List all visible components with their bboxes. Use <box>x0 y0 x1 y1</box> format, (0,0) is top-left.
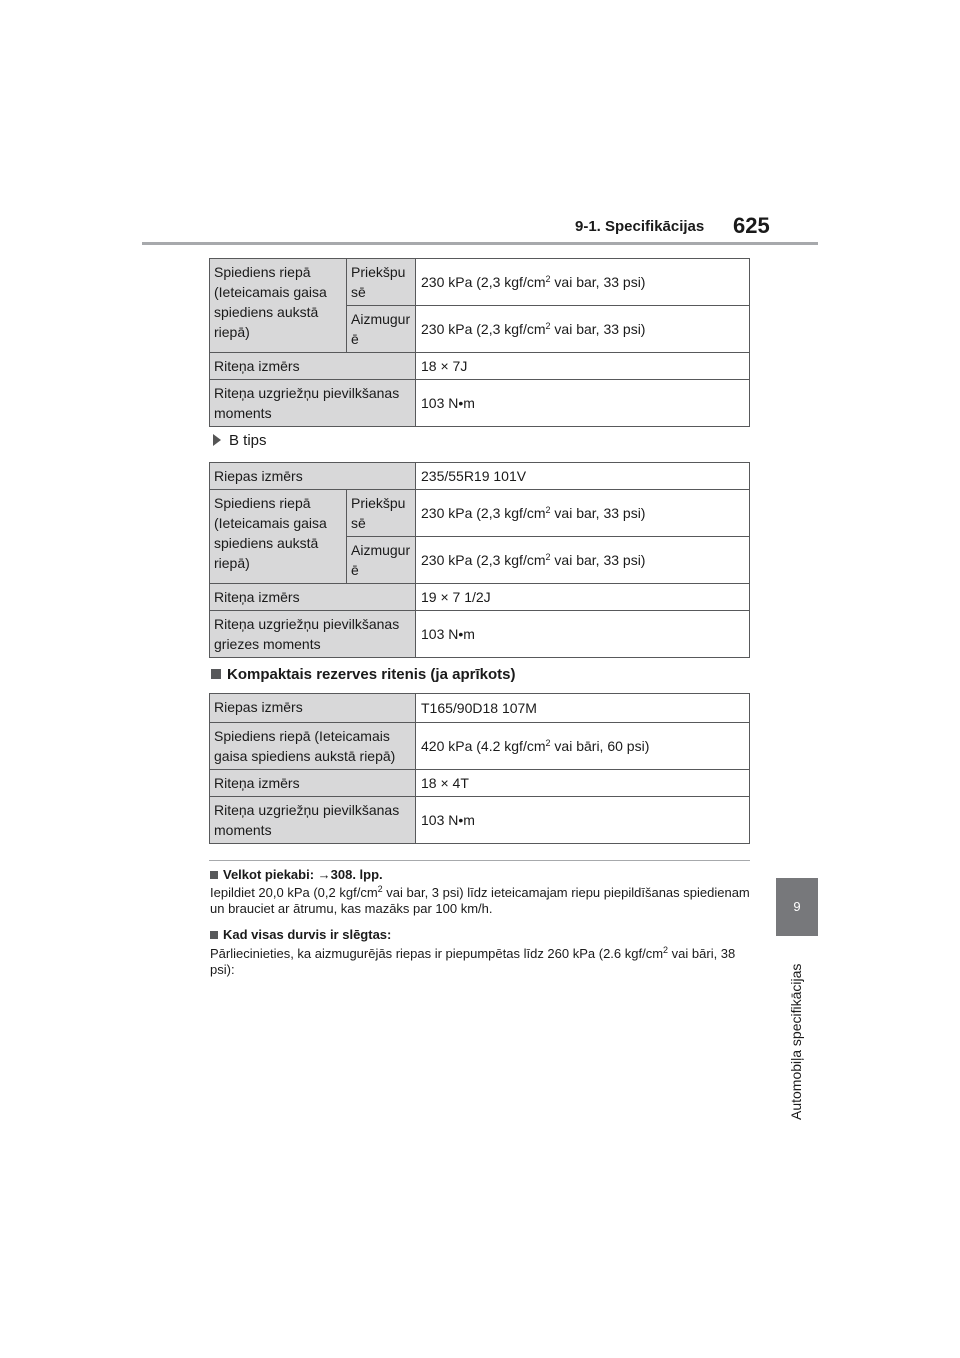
wheel-size-value: 19 × 7 1/2J <box>416 584 750 611</box>
front-pressure-value: 230 kPa (2,3 kgf/$cm^2$ vai bar, 33 psi) <box>416 259 750 306</box>
triangle-bullet-icon <box>213 434 221 446</box>
pressure-label: Spiediens riepā (Ieteicamais gaisa spiediens aukstā riepā) <box>210 490 347 584</box>
table-row <box>210 797 750 844</box>
chapter-title: Automobiļa specifikācijas <box>788 963 804 1120</box>
torque-value: 103 N•m <box>416 611 750 658</box>
tire-size-value: T165/90D18 107M <box>416 694 750 723</box>
pressure-label: Spiediens riepā (Ieteicamais gaisa spiediens aukstā riepā) <box>210 259 347 353</box>
torque-label: Riteņa uzgriežņu pievilkšanas griezes moments <box>210 611 416 658</box>
front-label: Priekšpu sē <box>347 490 416 537</box>
torque-value: 103 N•m <box>416 380 750 427</box>
wheel-spec-table-b <box>209 462 750 658</box>
table-row <box>210 353 750 380</box>
towing-heading: Velkot piekabi: →308. lpp. <box>210 867 383 882</box>
compact-spare-table <box>209 693 750 844</box>
table-row <box>210 490 750 537</box>
wheel-size-label: Riteņa izmērs <box>210 770 416 797</box>
pressure-value: 420 kPa (4.2 kgf/$cm^2$ vai bāri, 60 psi) <box>416 723 750 770</box>
square-bullet-icon <box>211 669 221 679</box>
chapter-tab <box>776 878 818 936</box>
wheel-size-value: 18 × 4T <box>416 770 750 797</box>
torque-label: Riteņa uzgriežņu pievilkšanas moments <box>210 797 416 844</box>
wheel-size-label: Riteņa izmērs <box>210 353 416 380</box>
table-row <box>210 380 750 427</box>
doors-text: Pārliecinieties, ka aizmugurējās riepas ir piepumpētas līdz 260 kPa (2.6 kgf/$cm^2$ vai bāri, 38 psi): <box>210 945 736 977</box>
table-row <box>210 584 750 611</box>
table-row <box>210 694 750 723</box>
table-row <box>210 723 750 770</box>
notes-divider <box>209 860 750 861</box>
torque-value: 103 N•m <box>416 797 750 844</box>
header-divider <box>142 242 818 245</box>
wheel-size-value: 18 × 7J <box>416 353 750 380</box>
towing-text: Iepildiet 20,0 kPa (0,2 kgf/$cm^2$ vai bar, 3 psi) līdz ieteicamajam riepu piepildīšanas spiedienam un brauciet ar ātrumu, kas mazāks par 100 km/h. <box>210 884 750 916</box>
page-number: 625 <box>733 213 770 238</box>
chapter-side-label <box>786 940 806 1120</box>
doors-heading: Kad visas durvis ir slēgtas: <box>210 927 391 942</box>
table-row <box>210 259 750 306</box>
rear-label: Aizmugur ē <box>347 306 416 353</box>
wheel-size-label: Riteņa izmērs <box>210 584 416 611</box>
rear-pressure-value: 230 kPa (2,3 kgf/$cm^2$ vai bar, 33 psi) <box>416 537 750 584</box>
tire-size-label: Riepas izmērs <box>210 463 416 490</box>
front-pressure-value: 230 kPa (2,3 kgf/$cm^2$ vai bar, 33 psi) <box>416 490 750 537</box>
tire-size-label: Riepas izmērs <box>210 694 416 723</box>
square-bullet-icon <box>210 871 218 879</box>
b-type-subheading: B tips <box>213 432 267 449</box>
pressure-label: Spiediens riepā (Ieteicamais gaisa spiediens aukstā riepā) <box>210 723 416 770</box>
wheel-spec-table-a <box>209 258 750 427</box>
front-label: Priekšpu sē <box>347 259 416 306</box>
rear-label: Aizmugur ē <box>347 537 416 584</box>
table-row <box>210 611 750 658</box>
chapter-number: 9 <box>793 899 801 914</box>
torque-label: Riteņa uzgriežņu pievilkšanas moments <box>210 380 416 427</box>
table-row <box>210 463 750 490</box>
table-row <box>210 770 750 797</box>
tire-size-value: 235/55R19 101V <box>416 463 750 490</box>
section-title: 9-1. Specifikācijas <box>575 218 705 235</box>
rear-pressure-value: 230 kPa (2,3 kgf/$cm^2$ vai bar, 33 psi) <box>416 306 750 353</box>
compact-spare-heading: Kompaktais rezerves ritenis (ja aprīkots) <box>211 666 515 683</box>
square-bullet-icon <box>210 931 218 939</box>
